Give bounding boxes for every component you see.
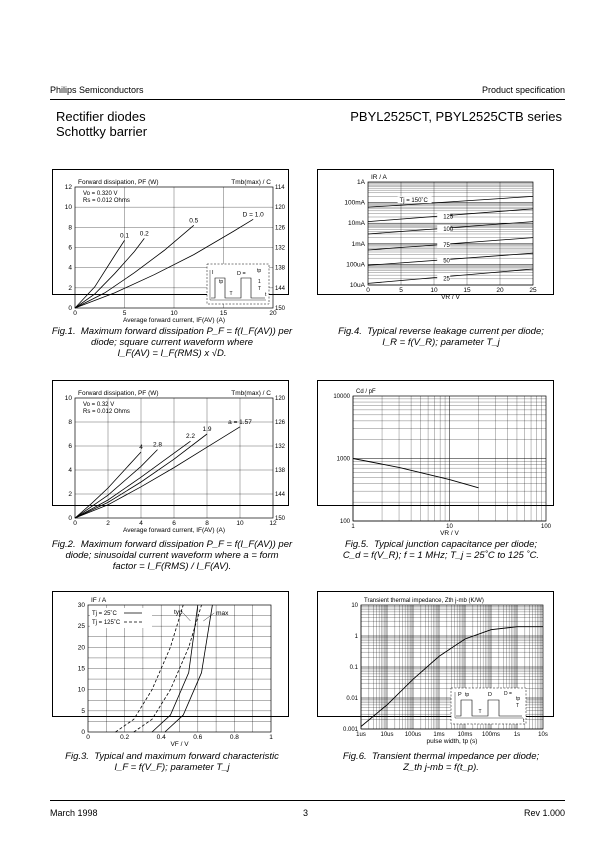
legend-label: Tj = 125˚C <box>92 620 121 626</box>
fig1-label: Fig.1. <box>51 326 76 337</box>
chart-title: Cd / pF <box>356 389 376 395</box>
footer-date: March 1998 <box>50 808 98 818</box>
y-tick-label: 1mA <box>351 240 365 248</box>
fig1-chart <box>53 170 288 324</box>
y-tick-label: 100mA <box>344 199 365 207</box>
chart-title: Transient thermal impedance, Zth j-mb (K/W) <box>364 598 484 604</box>
series-label: 0.2 <box>139 230 149 238</box>
right-tick-label: 120 <box>275 396 286 402</box>
fig3-caption-line2: I_F = f(V_F); parameter T_j <box>114 762 230 773</box>
x-tick-label: 0.2 <box>120 734 130 741</box>
fig2-caption-line1: Maximum forward dissipation P_F = f(I_F(AV)) per <box>80 539 293 550</box>
x-tick-label: 100 <box>540 524 552 530</box>
x-tick-label: 15 <box>463 287 471 294</box>
fig2-panel <box>52 380 289 534</box>
x-tick-label: 5 <box>399 287 403 294</box>
inset-label: D <box>488 692 492 698</box>
chart-title: Forward dissipation, PF (W) <box>78 179 159 186</box>
series-label: Tj = 150˚C <box>399 198 428 205</box>
x-tick-label: 8 <box>205 520 209 527</box>
fig3-chart <box>53 592 288 747</box>
right-tick-label: 132 <box>275 444 286 450</box>
x-tick-label: 10s <box>538 732 548 738</box>
x-tick-label: 4 <box>139 520 143 527</box>
x-tick-label: 6 <box>172 520 176 527</box>
right-tick-label: 132 <box>275 245 286 252</box>
series-label: 100 <box>443 226 454 233</box>
annotation-text: Rs = 0.012 Ohms <box>83 409 130 415</box>
fig1-caption-line2: diode; square current waveform where <box>90 337 254 348</box>
right-axis-title: Tmb(max) / C <box>231 390 271 397</box>
x-tick-label: 5 <box>122 310 127 317</box>
series-line <box>75 240 125 308</box>
fig3-caption-line1: Typical and maximum forward characteristic <box>94 751 279 762</box>
y-tick-label: 100 <box>339 519 350 525</box>
fig3-caption <box>47 751 297 773</box>
fig6-label: Fig.6. <box>342 751 367 762</box>
x-tick-label: 0 <box>73 520 77 527</box>
fig4-label: Fig.4. <box>338 326 362 337</box>
product-line-1: Rectifier diodes <box>56 109 146 124</box>
y-tick-label: 1A <box>357 179 365 186</box>
right-tick-label: 150 <box>275 306 286 312</box>
document-type: Product specification <box>481 85 565 95</box>
fig3-label: Fig.3. <box>65 751 89 762</box>
chart-title: Forward dissipation, PF (W) <box>78 390 159 397</box>
fig2-caption-line2: diode; sinusoidal current waveform where a = form <box>65 550 279 561</box>
x-tick-label: 1us <box>356 732 366 738</box>
y-tick-label: 30 <box>77 602 85 609</box>
right-tick-label: 138 <box>275 468 286 474</box>
inset-label: t <box>523 718 525 724</box>
right-tick-label: 150 <box>275 516 286 522</box>
series-line <box>368 269 533 283</box>
inset-label: tp <box>465 692 470 698</box>
series-label: 25 <box>443 276 450 283</box>
y-tick-label: 15 <box>77 665 85 673</box>
x-tick-label: 25 <box>529 287 537 294</box>
y-tick-label: 0 <box>68 305 72 312</box>
fig6-chart <box>318 592 553 747</box>
x-tick-label: 2 <box>106 520 110 527</box>
fig4-caption <box>316 326 566 348</box>
y-tick-label: 0 <box>81 729 85 736</box>
fig6-caption-line1: Transient thermal impedance per diode; <box>371 751 540 762</box>
inset-label: P <box>458 692 462 698</box>
fig5-caption <box>316 539 566 561</box>
y-tick-label: 12 <box>64 184 72 191</box>
x-axis-label: VR / V <box>440 530 459 537</box>
y-tick-label: 0.01 <box>346 696 358 702</box>
y-tick-label: 10 <box>64 204 72 212</box>
right-tick-label: 144 <box>275 492 286 498</box>
y-tick-label: 1 <box>354 634 358 640</box>
y-tick-label: 10 <box>64 395 72 402</box>
inset-label: tp <box>219 279 224 285</box>
fig1-caption-line1: Maximum forward dissipation P_F = f(I_F(AV)) per <box>80 326 293 337</box>
y-tick-label: 10mA <box>348 220 365 228</box>
series-label: D = 1.0 <box>242 211 264 219</box>
inset-label: T <box>229 291 233 297</box>
x-tick-label: 1 <box>269 734 273 741</box>
right-tick-label: 114 <box>275 185 285 191</box>
fig5-label: Fig.5. <box>344 539 369 550</box>
fig4-chart <box>318 170 553 301</box>
x-tick-label: 15 <box>219 310 228 317</box>
series-label: 50 <box>443 258 450 265</box>
chart-title: IF / A <box>91 597 107 604</box>
fig6-caption <box>316 751 566 773</box>
y-tick-label: 8 <box>68 224 72 232</box>
x-tick-label: 10 <box>236 520 244 527</box>
inset-label: I <box>212 270 214 276</box>
y-tick-label: 10000 <box>333 394 350 400</box>
fig2-label: Fig.2. <box>51 539 76 550</box>
x-tick-label: 10 <box>446 524 453 530</box>
fig6-caption-line2: Z_th j-mb = f(t_p). <box>403 762 479 773</box>
x-tick-label: 0.6 <box>193 734 203 741</box>
fig5-caption-line2: C_d = f(V_R); f = 1 MHz; T_j = 25˚C to 125 ˚C. <box>342 550 540 561</box>
header-rule <box>50 99 565 100</box>
right-tick-label: 126 <box>275 225 286 232</box>
company-name: Philips Semiconductors <box>50 85 144 95</box>
inset-label: D = <box>237 271 246 277</box>
y-tick-label: 6 <box>68 244 72 252</box>
y-tick-label: 100uA <box>346 261 365 269</box>
annotation-text: Vo = 0.32 V <box>83 402 115 408</box>
fig5-chart <box>318 381 553 537</box>
series-label: a = 1.57 <box>228 418 252 426</box>
series-label: 2.2 <box>185 433 196 441</box>
series-label: 125 <box>443 214 454 221</box>
y-tick-label: 0 <box>68 515 72 522</box>
y-tick-label: 4 <box>68 467 72 474</box>
right-tick-label: 120 <box>275 205 286 212</box>
y-tick-label: 20 <box>77 644 85 652</box>
plot-frame <box>368 182 533 285</box>
right-tick-label: 144 <box>275 285 286 292</box>
series-line <box>368 253 533 265</box>
footer-rule <box>50 800 565 801</box>
x-tick-label: 10 <box>170 310 178 317</box>
y-tick-label: 0.1 <box>349 665 358 671</box>
y-tick-label: 10uA <box>349 282 365 289</box>
series-label: 4 <box>139 444 143 451</box>
y-tick-label: 2 <box>68 491 72 498</box>
fig5-caption-line1: Typical junction capacitance per diode; <box>374 539 538 550</box>
series-label: 1.9 <box>202 426 212 433</box>
footer-revision: Rev 1.000 <box>523 808 565 818</box>
x-tick-label: 0 <box>86 734 90 741</box>
y-tick-label: 8 <box>68 419 72 426</box>
x-tick-label: 1 <box>351 524 355 530</box>
annotation-text: Vo = 0.320 V <box>83 191 118 197</box>
x-tick-label: 1s <box>513 732 521 738</box>
y-tick-label: 5 <box>81 707 85 715</box>
y-tick-label: 10 <box>77 686 85 694</box>
series-label: 0.5 <box>189 217 199 225</box>
fig1-caption <box>47 326 297 359</box>
series-label: max <box>216 610 229 617</box>
inset-label: T <box>258 286 262 292</box>
inset-label: t <box>265 292 267 298</box>
x-tick-label: 100us <box>404 732 422 738</box>
fig4-caption-line2: I_R = f(V_R); parameter T_j <box>382 337 500 348</box>
inset-label: T <box>478 709 482 715</box>
fig1-panel <box>52 169 289 324</box>
x-axis-label: Average forward current, IF(AV) (A) <box>123 527 225 534</box>
x-tick-label: 20 <box>269 310 277 317</box>
y-tick-label: 6 <box>68 443 72 450</box>
fig2-caption <box>47 539 297 572</box>
x-tick-label: 10us <box>380 732 394 738</box>
series-label: 0.1 <box>119 232 130 240</box>
x-tick-label: 0.4 <box>156 734 166 741</box>
series-label: typ <box>174 609 183 616</box>
inset-label: D = <box>504 691 512 697</box>
right-axis-title: Tmb(max) / C <box>231 179 271 186</box>
fig6-panel <box>317 591 554 745</box>
inset-label: 1 <box>258 279 261 285</box>
inset-label: T <box>516 703 520 709</box>
series-label: 75 <box>443 243 450 250</box>
fig4-caption-line1: Typical reverse leakage current per diode; <box>367 326 544 337</box>
x-axis-label: pulse width, tp (s) <box>426 738 478 745</box>
x-axis-label: VR / V <box>441 294 460 301</box>
x-axis-label: Average forward current, IF(AV) (A) <box>123 317 225 324</box>
fig5-panel <box>317 380 554 537</box>
annotation-text: Rs = 0.012 Ohms <box>83 198 130 204</box>
y-tick-label: 1000 <box>336 456 350 463</box>
series-line <box>368 196 533 207</box>
fig2-caption-line3: factor = I_F(RMS) / I_F(AV). <box>112 561 232 572</box>
inset-label: tp <box>516 696 521 702</box>
x-tick-label: 1ms <box>433 732 445 738</box>
product-line-2: Schottky barrier <box>56 124 148 139</box>
legend-label: Tj = 25˚C <box>92 611 117 617</box>
chart-title: IR / A <box>371 174 387 181</box>
x-tick-label: 0 <box>366 287 370 294</box>
y-tick-label: 10 <box>351 603 358 609</box>
series-line <box>75 450 158 518</box>
label-leader <box>183 613 190 621</box>
y-tick-label: 4 <box>68 264 72 272</box>
fig3-panel <box>52 591 289 748</box>
x-tick-label: 0 <box>73 310 77 317</box>
fig2-chart <box>53 381 288 534</box>
series-label: 2.8 <box>152 441 163 449</box>
right-tick-label: 126 <box>275 420 286 426</box>
part-numbers: PBYL2525CT, PBYL2525CTB series <box>350 109 562 124</box>
x-tick-label: 12 <box>269 520 277 527</box>
y-tick-label: 0.001 <box>342 727 358 733</box>
x-tick-label: 20 <box>496 287 504 294</box>
fig1-caption-line3: I_F(AV) = I_F(RMS) x √D. <box>117 348 227 359</box>
label-leader <box>203 613 214 621</box>
x-tick-label: 10 <box>430 287 438 294</box>
x-tick-label: 0.8 <box>229 734 239 741</box>
inset-label: tp <box>257 268 262 274</box>
y-tick-label: 25 <box>77 623 85 631</box>
footer-page-number: 3 <box>303 808 309 818</box>
fig4-panel <box>317 169 554 301</box>
y-tick-label: 2 <box>68 284 72 292</box>
right-tick-label: 138 <box>275 265 286 272</box>
x-axis-label: VF / V <box>170 741 189 748</box>
x-tick-label: 100ms <box>481 732 501 738</box>
x-tick-label: 10ms <box>457 732 473 738</box>
